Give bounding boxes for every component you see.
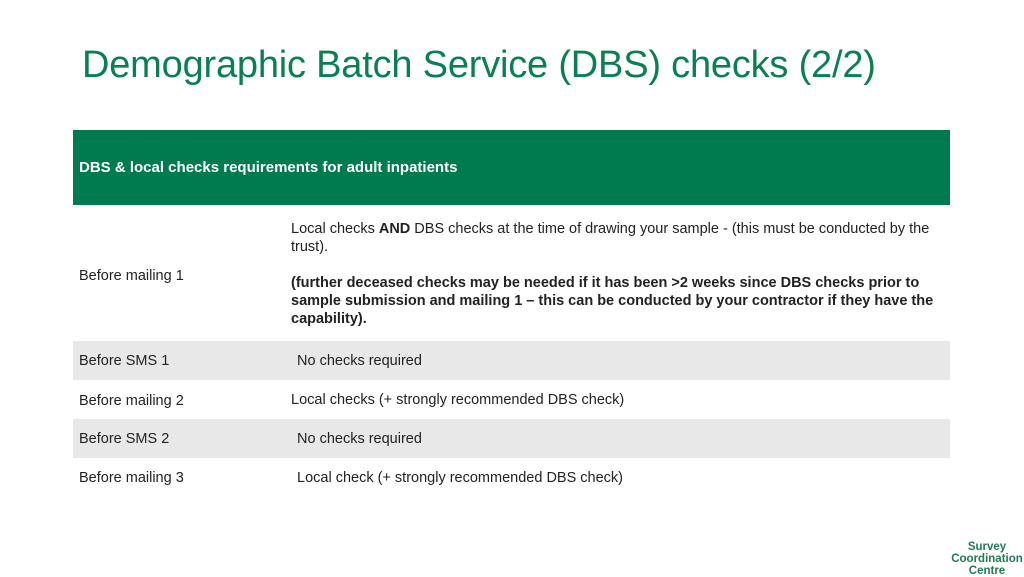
row-value: Local checks (+ strongly recommended DBS check) [291, 392, 625, 408]
row-label: Before SMS 1 [79, 352, 170, 369]
table-row [73, 419, 950, 458]
row-label: Before SMS 2 [79, 430, 170, 447]
page-title: Demographic Batch Service (DBS) checks (2/2) [82, 44, 876, 86]
row-value-note: (further deceased checks may be needed if it has been >2 weeks since DBS checks prior to sample submission and mailing 1 – this can be conducted by your contractor if they have the capability). [291, 275, 934, 327]
table-row [73, 205, 950, 341]
table-row [73, 458, 950, 497]
survey-coordination-centre-logo [950, 541, 1024, 577]
text-segment: DBS checks at the time of drawing your sample - (this must be conducted by the trust). [291, 221, 930, 255]
row-value: Local check (+ strongly recommended DBS check) [297, 469, 623, 486]
table-row [73, 380, 950, 419]
text-segment: Local checks [291, 221, 379, 237]
logo-line: Coordination [951, 553, 1023, 565]
logo-line: Centre [968, 565, 1006, 577]
row-label: Before mailing 3 [79, 469, 184, 486]
row-value [285, 205, 950, 341]
bold-and: AND [378, 221, 411, 237]
row-value-main [291, 220, 950, 256]
logo-line: Survey [967, 541, 1007, 553]
checks-table [73, 130, 950, 497]
table-header: DBS & local checks requirements for adult inpatients [73, 130, 950, 205]
table-row [73, 341, 950, 380]
row-label: Before mailing 1 [79, 268, 184, 284]
row-value: No checks required [297, 430, 422, 447]
row-label: Before mailing 2 [79, 393, 184, 409]
row-value: No checks required [297, 352, 422, 369]
